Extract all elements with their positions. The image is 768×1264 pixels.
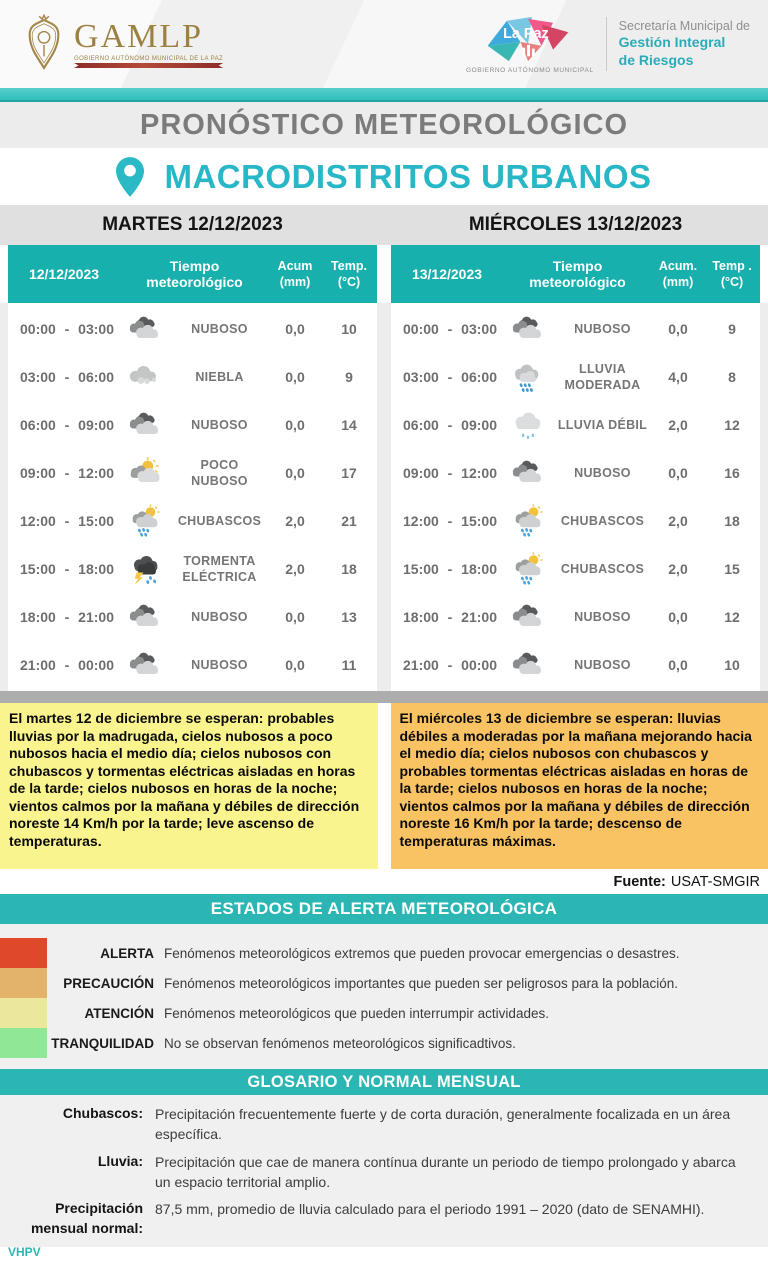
glossary-definition: 87,5 mm, promedio de lluvia calculado para el periodo 1991 – 2020 (dato de SENAMHI).: [155, 1201, 705, 1218]
day-header-right: MIÉRCOLES 13/12/2023: [468, 214, 683, 235]
glossary-definition: Precipitación que cae de manera contínua durante un periodo de tiempo prolongado y abarca un espacio territorial amplio.: [155, 1153, 736, 1190]
forecast-row: [8, 305, 377, 353]
lluvia-moderada-icon: [503, 360, 553, 394]
condition-label: CHUBASCOS: [177, 513, 262, 528]
condition-label: CHUBASCOS: [560, 561, 645, 576]
column-weather: Tiempo meteorológico: [146, 258, 243, 290]
acum-value: 0,0: [285, 369, 305, 385]
condition-label: NUBOSO: [191, 417, 248, 432]
temp-value: 11: [341, 657, 357, 673]
alert-row: [0, 1028, 768, 1058]
chubascos-icon: [120, 504, 170, 538]
alert-description: Fenómenos meteorológicos que pueden interrumpir actividades.: [164, 1005, 549, 1021]
nuboso-icon: [120, 408, 170, 442]
nuboso-icon: [120, 312, 170, 346]
chubascos-icon: [503, 552, 553, 586]
column-weather: Tiempo meteorológico: [529, 258, 626, 290]
time-range: 18:00 - 21:00: [20, 609, 114, 625]
forecast-row: [391, 401, 760, 449]
table-header-right: [391, 245, 760, 303]
document-header: [0, 0, 768, 88]
glossary-term: Lluvia:: [97, 1152, 143, 1169]
alert-description: Fenómenos meteorológicos importantes que pueden ser peligrosos para la población.: [164, 975, 679, 991]
forecast-row: [8, 353, 377, 401]
alert-section-header: ESTADOS DE ALERTA METEOROLÓGICA: [0, 894, 768, 924]
acum-value: 0,0: [668, 657, 688, 673]
nuboso-icon: [120, 600, 170, 634]
page-title: PRONÓSTICO METEOROLÓGICO: [139, 108, 628, 141]
forecast-row: [8, 545, 377, 593]
temp-value: 15: [724, 561, 740, 577]
acum-value: 0,0: [668, 321, 688, 337]
glossary-term: Chubascos:: [62, 1105, 143, 1121]
condition-label: CHUBASCOS: [560, 513, 645, 528]
lapaz-polygon-icon: [478, 15, 582, 65]
gamlp-wordmark: GAMLP: [74, 18, 204, 55]
table-header-left: [8, 245, 377, 303]
lapaz-caption: GOBIERNO AUTÓNOMO MUNICIPAL: [465, 66, 594, 74]
nuboso-icon: [503, 648, 553, 682]
alert-description: No se observan fenómenos meteorológicos significadtivos.: [164, 1035, 516, 1051]
condition-label: NUBOSO: [191, 609, 248, 624]
temp-value: 18: [341, 561, 357, 577]
forecast-row: [391, 641, 760, 689]
condition-label: NUBOSO: [574, 609, 631, 624]
condition-label: POCO NUBOSO: [191, 457, 248, 488]
gamlp-ribbon: [74, 63, 223, 68]
time-range: 00:00 - 03:00: [20, 321, 114, 337]
forecast-row: [8, 641, 377, 689]
acum-value: 2,0: [668, 561, 688, 577]
acum-value: 4,0: [668, 369, 688, 385]
glossary-row: [0, 1104, 768, 1145]
column-acum: Acum. (mm): [658, 258, 698, 289]
time-range: 18:00 - 21:00: [403, 609, 497, 625]
day-header-left: MARTES 12/12/2023: [102, 214, 283, 235]
forecast-table-right: [391, 303, 760, 691]
time-range: 09:00 - 12:00: [20, 465, 114, 481]
alert-description: Fenómenos meteorológicos extremos que pueden provocar emergencias o desastres.: [164, 945, 680, 961]
alert-row: [0, 938, 768, 968]
time-range: 09:00 - 12:00: [403, 465, 497, 481]
forecast-row: [391, 449, 760, 497]
subtitle-band: [0, 148, 768, 205]
alert-color-swatch: [0, 968, 47, 998]
time-range: 21:00 - 00:00: [20, 657, 114, 673]
temp-value: 14: [341, 417, 357, 433]
time-range: 00:00 - 03:00: [403, 321, 497, 337]
lapaz-logo-title: La Paz: [502, 25, 549, 42]
alert-row: [0, 998, 768, 1028]
condition-label: NIEBLA: [195, 369, 244, 384]
lluvia-debil-icon: [503, 408, 553, 442]
forecast-row: [8, 449, 377, 497]
nuboso-icon: [120, 648, 170, 682]
temp-value: 8: [728, 369, 736, 385]
acum-value: 0,0: [285, 609, 305, 625]
gamlp-subtitle: GOBIERNO AUTÓNOMO MUNICIPAL DE LA PAZ: [74, 56, 224, 62]
time-range: 15:00 - 18:00: [20, 561, 114, 577]
nuboso-icon: [503, 312, 553, 346]
column-date: 12/12/2023: [28, 266, 100, 282]
day-header-band: [0, 205, 768, 245]
temp-value: 9: [345, 369, 353, 385]
condition-label: NUBOSO: [191, 657, 248, 672]
temp-value: 10: [341, 321, 357, 337]
temp-value: 18: [724, 513, 740, 529]
tormenta-electrica-icon: [120, 552, 170, 586]
forecast-row: [391, 497, 760, 545]
glossary-section: [0, 1095, 768, 1260]
time-range: 03:00 - 06:00: [403, 369, 497, 385]
condition-label: TORMENTA ELÉCTRICA: [182, 553, 257, 584]
temp-value: 21: [341, 513, 357, 529]
column-date: 13/12/2023: [411, 266, 483, 282]
acum-value: 0,0: [285, 657, 305, 673]
condition-label: LLUVIA DÉBIL: [557, 417, 648, 432]
glossary-row: [0, 1199, 768, 1238]
temp-value: 10: [724, 657, 740, 673]
secretaria-line1: Secretaría Municipal de: [618, 18, 750, 33]
temp-value: 9: [728, 321, 736, 337]
secretaria-text: [619, 19, 750, 70]
forecast-table-left: [8, 303, 377, 691]
summary-tuesday: El martes 12 de diciembre se esperan: probables lluvias por la madrugada, cielos nubosos a poco nubosos hacia el medio día; cielos nubosos con chubascos y tormentas eléctricas aisladas en horas de la tarde; cielos nubosos en horas de la noche; vientos calmos por la mañana y débiles de dirección noreste 14 Km/h por la tarde; leve ascenso de temperaturas.: [0, 703, 378, 869]
glossary-term: Precipitación mensual normal:: [30, 1200, 143, 1236]
acum-value: 2,0: [668, 513, 688, 529]
glossary-section-header: GLOSARIO Y NORMAL MENSUAL: [0, 1069, 768, 1095]
time-range: 21:00 - 00:00: [403, 657, 497, 673]
alert-label: PRECAUCIÓN: [63, 975, 154, 991]
acum-value: 0,0: [668, 465, 688, 481]
condition-label: NUBOSO: [574, 465, 631, 480]
time-range: 12:00 - 15:00: [20, 513, 114, 529]
acum-value: 0,0: [285, 417, 305, 433]
acum-value: 0,0: [285, 465, 305, 481]
condition-label: LLUVIA MODERADA: [564, 361, 641, 392]
forecast-row: [391, 353, 760, 401]
page-subtitle: MACRODISTRITOS URBANOS: [164, 157, 652, 195]
logo-divider: [606, 17, 607, 71]
location-pin-icon: [116, 157, 144, 197]
gamlp-logo: [22, 13, 223, 75]
alert-row: [0, 968, 768, 998]
time-range: 15:00 - 18:00: [403, 561, 497, 577]
condition-label: NUBOSO: [574, 657, 631, 672]
table-headers-band: [0, 245, 768, 303]
acum-value: 2,0: [668, 417, 688, 433]
glossary-definition: Precipitación frecuentemente fuerte y de corta duración, generalmente focalizada en un área específica.: [155, 1106, 731, 1143]
forecast-row: [8, 401, 377, 449]
niebla-icon: [120, 360, 170, 394]
time-range: 06:00 - 09:00: [20, 417, 114, 433]
alert-label: ATENCIÓN: [84, 1005, 154, 1021]
secretaria-line3: de Riesgos: [618, 51, 694, 68]
footer-initials: VHPV: [8, 1245, 41, 1260]
alert-label: TRANQUILIDAD: [51, 1035, 154, 1051]
secretaria-line2: Gestión Integral: [618, 34, 726, 51]
gray-separator-bar: [0, 691, 768, 703]
acum-value: 0,0: [285, 321, 305, 337]
teal-divider-bar: [0, 88, 768, 102]
poco-nuboso-icon: [120, 456, 170, 490]
temp-value: 12: [724, 609, 740, 625]
chubascos-icon: [503, 504, 553, 538]
alert-color-swatch: [0, 938, 47, 968]
gamlp-crest-icon: [22, 13, 66, 75]
condition-label: NUBOSO: [574, 321, 631, 336]
temp-value: 13: [341, 609, 357, 625]
lapaz-logo: [466, 15, 594, 74]
source-line: [0, 869, 768, 894]
forecast-row: [8, 497, 377, 545]
acum-value: 2,0: [285, 513, 305, 529]
summary-wednesday: El miércoles 13 de diciembre se esperan: lluvias débiles a moderadas por la mañana mejorando hacia el medio día; cielos nubosos con chubascos y probables tormentas eléctricas aisladas en horas de la tarde; cielos nubosos en horas de la noche; vientos calmos por la mañana y débiles de dirección noreste 16 Km/h por la tarde; descenso de temperaturas máximas.: [391, 703, 768, 869]
temp-value: 12: [724, 417, 740, 433]
forecast-row: [391, 593, 760, 641]
temp-value: 16: [724, 465, 740, 481]
acum-value: 2,0: [285, 561, 305, 577]
nuboso-icon: [503, 456, 553, 490]
title-band: [0, 102, 768, 148]
time-range: 06:00 - 09:00: [403, 417, 497, 433]
forecast-row: [391, 305, 760, 353]
nuboso-icon: [503, 600, 553, 634]
temp-value: 17: [341, 465, 357, 481]
source-value: USAT-SMGIR: [670, 873, 760, 890]
column-temp: Temp . (°C): [712, 258, 752, 289]
alert-label: ALERTA: [100, 945, 154, 961]
time-range: 03:00 - 06:00: [20, 369, 114, 385]
column-acum: Acum (mm): [277, 258, 313, 289]
time-range: 12:00 - 15:00: [403, 513, 497, 529]
condition-label: NUBOSO: [191, 321, 248, 336]
forecast-tables: [0, 303, 768, 691]
forecast-row: [391, 545, 760, 593]
glossary-row: [0, 1152, 768, 1193]
alert-color-swatch: [0, 1028, 47, 1058]
acum-value: 0,0: [668, 609, 688, 625]
column-temp: Temp. (°C): [331, 258, 367, 289]
source-label: Fuente:: [613, 873, 666, 890]
forecast-row: [8, 593, 377, 641]
daily-summaries: [0, 703, 768, 869]
alert-section: [0, 924, 768, 1069]
alert-color-swatch: [0, 998, 47, 1028]
